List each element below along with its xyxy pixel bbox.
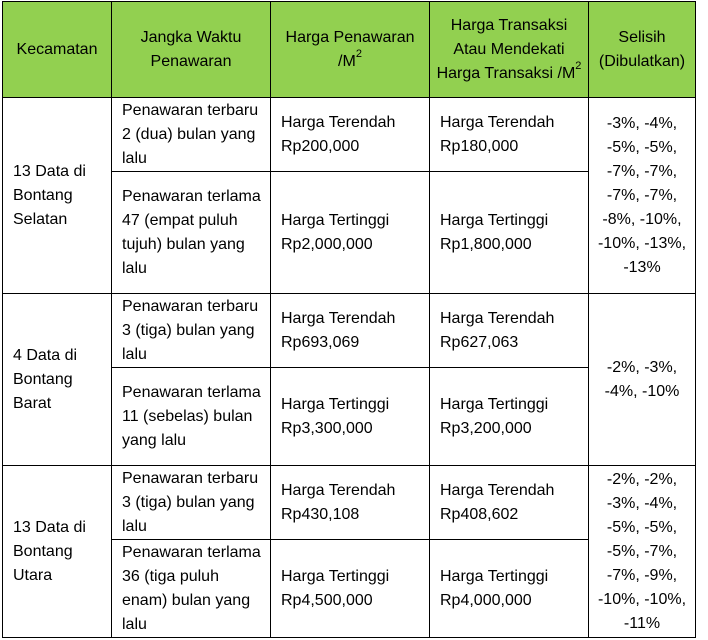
jangka-cell: Penawaran terlama 11 (sebelas) bulan yang lalu xyxy=(112,368,271,466)
header-harga-transaksi-text: Harga Transaksi Atau Mendekati Harga Transaksi /M xyxy=(436,16,576,82)
price-value: Rp3,300,000 xyxy=(281,419,373,437)
price-label: Harga Terendah xyxy=(440,309,555,327)
price-label: Harga Terendah xyxy=(281,481,396,499)
price-value: Rp180,000 xyxy=(440,137,519,155)
jangka-cell: Penawaran terlama 36 (tiga puluh enam) bulan yang lalu xyxy=(112,540,271,638)
header-harga-penawaran-text: Harga Penawaran /M xyxy=(285,28,415,70)
price-value: Rp693,069 xyxy=(281,333,360,351)
price-label: Harga Tertinggi xyxy=(440,567,549,585)
harga-penawaran-cell xyxy=(271,98,430,172)
harga-transaksi-cell xyxy=(430,294,589,368)
header-harga-penawaran xyxy=(271,2,430,98)
price-value: Rp3,200,000 xyxy=(440,419,532,437)
harga-transaksi-cell xyxy=(430,98,589,172)
header-jangka-waktu: Jangka Waktu Penawaran xyxy=(112,2,271,98)
table-row xyxy=(3,294,696,368)
selisih-cell: -2%, -3%, -4%, -10% xyxy=(589,294,696,466)
price-value: Rp1,800,000 xyxy=(440,235,532,253)
price-value: Rp4,500,000 xyxy=(281,591,373,609)
superscript: 2 xyxy=(355,48,362,61)
price-value: Rp430,108 xyxy=(281,505,360,523)
harga-transaksi-cell xyxy=(430,466,589,540)
harga-penawaran-cell xyxy=(271,172,430,294)
table-row xyxy=(3,98,696,172)
harga-penawaran-cell xyxy=(271,294,430,368)
superscript: 2 xyxy=(575,60,582,73)
header-selisih: Selisih (Dibulatkan) xyxy=(589,2,696,98)
kecamatan-cell: 13 Data di Bontang Selatan xyxy=(3,98,112,294)
price-value: Rp627,063 xyxy=(440,333,519,351)
price-value: Rp200,000 xyxy=(281,137,360,155)
harga-transaksi-cell xyxy=(430,368,589,466)
jangka-cell: Penawaran terbaru 3 (tiga) bulan yang lalu xyxy=(112,466,271,540)
price-label: Harga Tertinggi xyxy=(281,567,390,585)
price-value: Rp4,000,000 xyxy=(440,591,532,609)
jangka-cell: Penawaran terlama 47 (empat puluh tujuh) bulan yang lalu xyxy=(112,172,271,294)
harga-transaksi-cell xyxy=(430,172,589,294)
header-kecamatan: Kecamatan xyxy=(3,2,112,98)
table-row xyxy=(3,466,696,540)
harga-penawaran-cell xyxy=(271,368,430,466)
harga-penawaran-cell xyxy=(271,466,430,540)
kecamatan-cell: 4 Data di Bontang Barat xyxy=(3,294,112,466)
header-harga-transaksi xyxy=(430,2,589,98)
comparison-table xyxy=(2,1,696,638)
price-value: Rp408,602 xyxy=(440,505,519,523)
jangka-cell: Penawaran terbaru 3 (tiga) bulan yang lalu xyxy=(112,294,271,368)
price-value: Rp2,000,000 xyxy=(281,235,373,253)
harga-penawaran-cell xyxy=(271,540,430,638)
price-label: Harga Tertinggi xyxy=(281,395,390,413)
harga-transaksi-cell xyxy=(430,540,589,638)
price-label: Harga Tertinggi xyxy=(281,211,390,229)
kecamatan-cell: 13 Data di Bontang Utara xyxy=(3,466,112,638)
selisih-cell: -2%, -2%, -3%, -4%, -5%, -5%, -5%, -7%, -7%, -9%, -10%, -10%, -11% xyxy=(589,466,696,638)
price-label: Harga Tertinggi xyxy=(440,395,549,413)
selisih-cell: -3%, -4%, -5%, -5%, -7%, -7%, -7%, -7%, -8%, -10%, -10%, -13%, -13% xyxy=(589,98,696,294)
price-label: Harga Terendah xyxy=(440,481,555,499)
price-label: Harga Terendah xyxy=(440,113,555,131)
header-row xyxy=(3,2,696,98)
price-label: Harga Tertinggi xyxy=(440,211,549,229)
price-label: Harga Terendah xyxy=(281,309,396,327)
jangka-cell: Penawaran terbaru 2 (dua) bulan yang lalu xyxy=(112,98,271,172)
price-label: Harga Terendah xyxy=(281,113,396,131)
